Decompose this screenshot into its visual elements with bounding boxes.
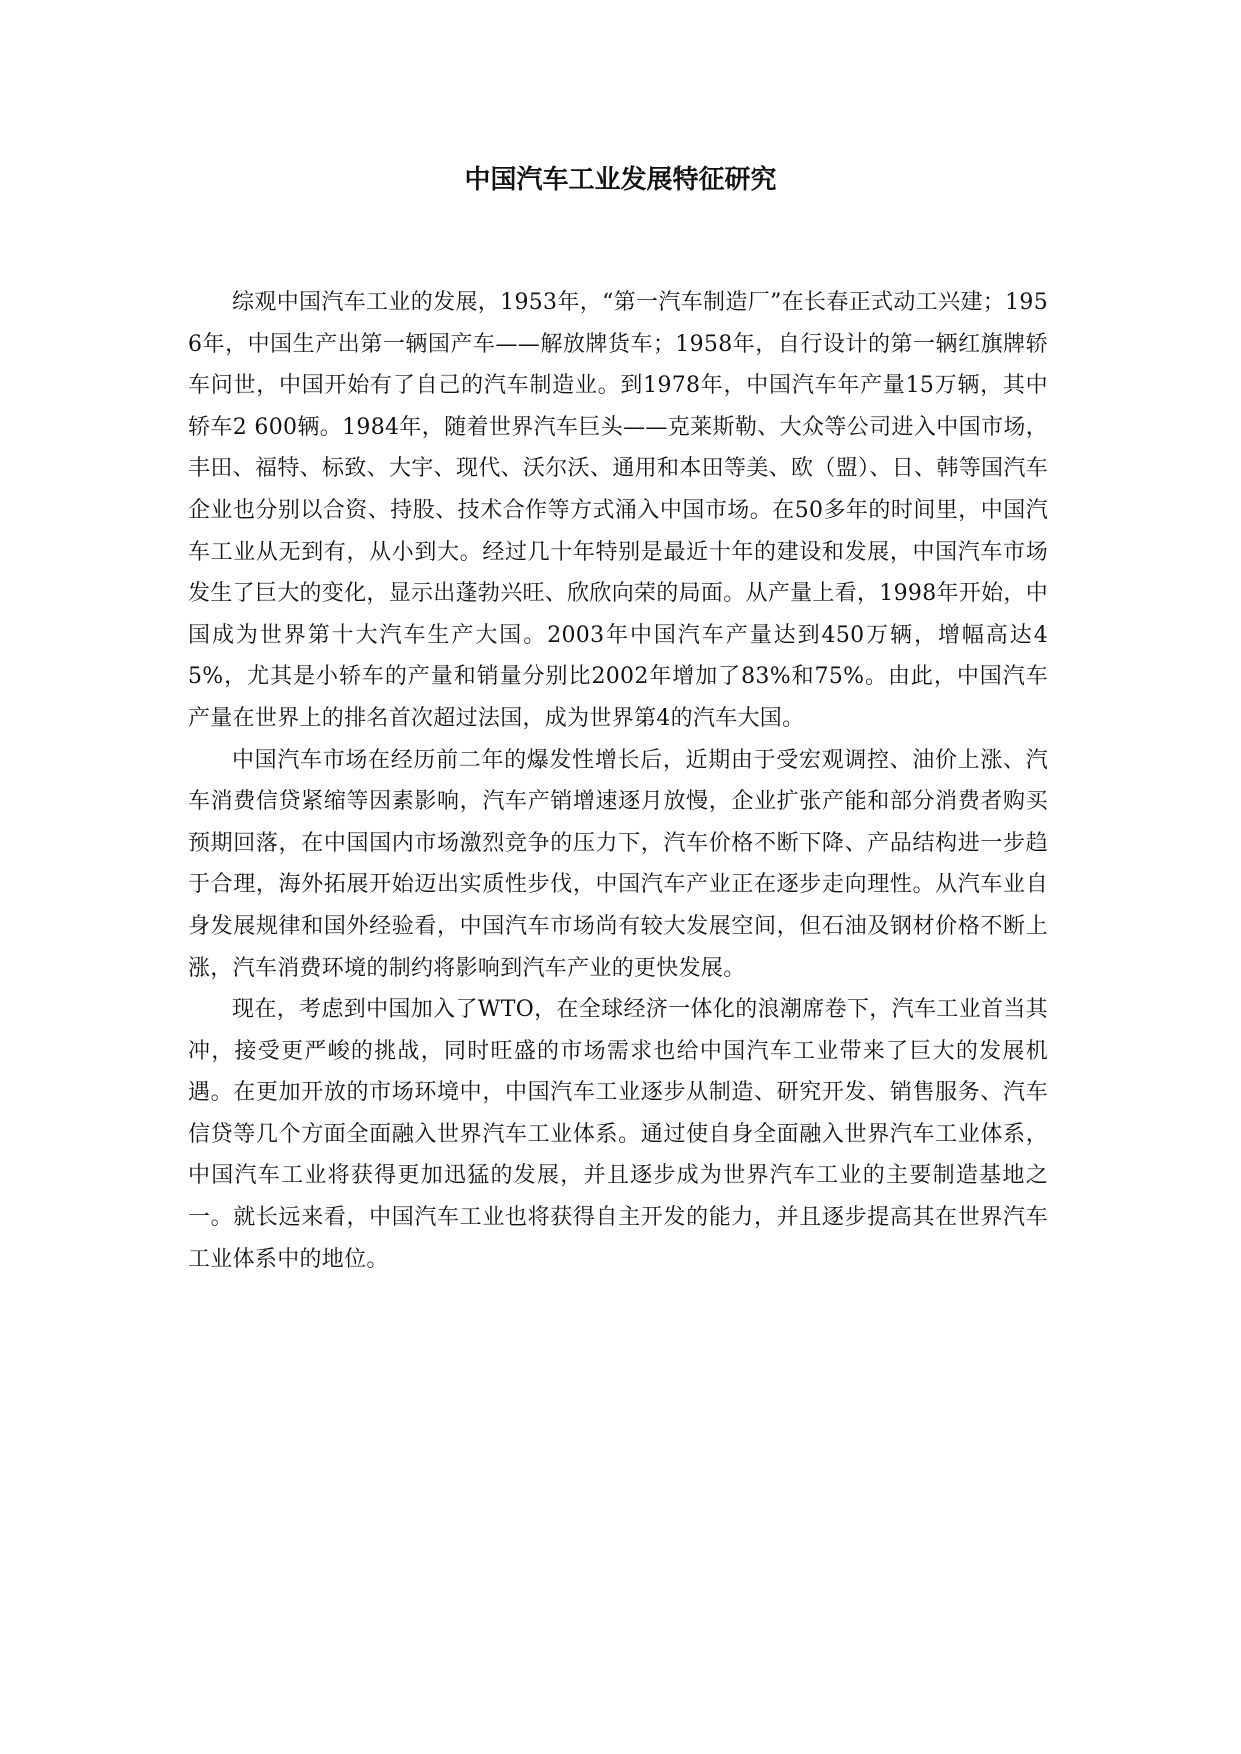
document-title: 中国汽车工业发展特征研究 [464,165,777,195]
body-paragraph: 现在，考虑到中国加入了WTO，在全球经济一体化的浪潮席卷下，汽车工业首当其冲，接受更严峻的挑战，同时旺盛的市场需求也给中国汽车工业带来了巨大的发展机遇。在更加开放的市场环境中，中国汽车工业逐步从制造、研究开发、销售服务、汽车信贷等几个方面全面融入世界汽车工业体系。通过使自身全面融入世界汽车工业体系，中国汽车工业将获得更加迅猛的发展，并且逐步成为世界汽车工业的主要制造基地之一。就长远来看，中国汽车工业也将获得自主开发的能力，并且逐步提高其在世界汽车工业体系中的地位。 [188,997,1048,1272]
body-paragraph: 中国汽车市场在经历前二年的爆发性增长后，近期由于受宏观调控、油价上涨、汽车消费信贷紧缩等因素影响，汽车产销增速逐月放慢，企业扩张产能和部分消费者购买预期回落，在中国国内市场激烈竞争的压力下，汽车价格不断下降、产品结构进一步趋于合理，海外拓展开始迈出实质性步伐，中国汽车产业正在逐步走向理性。从汽车业自身发展规律和国外经验看，中国汽车市场尚有较大发展空间，但石油及钢材价格不断上涨，汽车消费环境的制约将影响到汽车产业的更快发展。 [188,747,1048,981]
document-body [188,282,1048,1280]
body-paragraph: 综观中国汽车工业的发展，1953年，“第一汽车制造厂”在长春正式动工兴建；1956年，中国生产出第一辆国产车——解放牌货车；1958年，自行设计的第一辆红旗牌轿车问世，中国开始有了自己的汽车制造业。到1978年，中国汽车年产量15万辆，其中轿车2 600辆。1984年，随着世界汽车巨头——克莱斯勒、大众等公司进入中国市场，丰田、福特、标致、大宇、现代、沃尔沃、通用和本田等美、欧（盟）、日、韩等国汽车企业也分别以合资、持股、技术合作等方式涌入中国市场。在50多年的时间里，中国汽车工业从无到有，从小到大。经过几十年特别是最近十年的建设和发展，中国汽车市场发生了巨大的变化，显示出蓬勃兴旺、欣欣向荣的局面。从产量上看，1998年开始，中国成为世界第十大汽车生产大国。2003年中国汽车产量达到450万辆，增幅高达45%，尤其是小轿车的产量和销量分别比2002年增加了83%和75%。由此，中国汽车产量在世界上的排名首次超过法国，成为世界第4的汽车大国。 [188,290,1048,731]
